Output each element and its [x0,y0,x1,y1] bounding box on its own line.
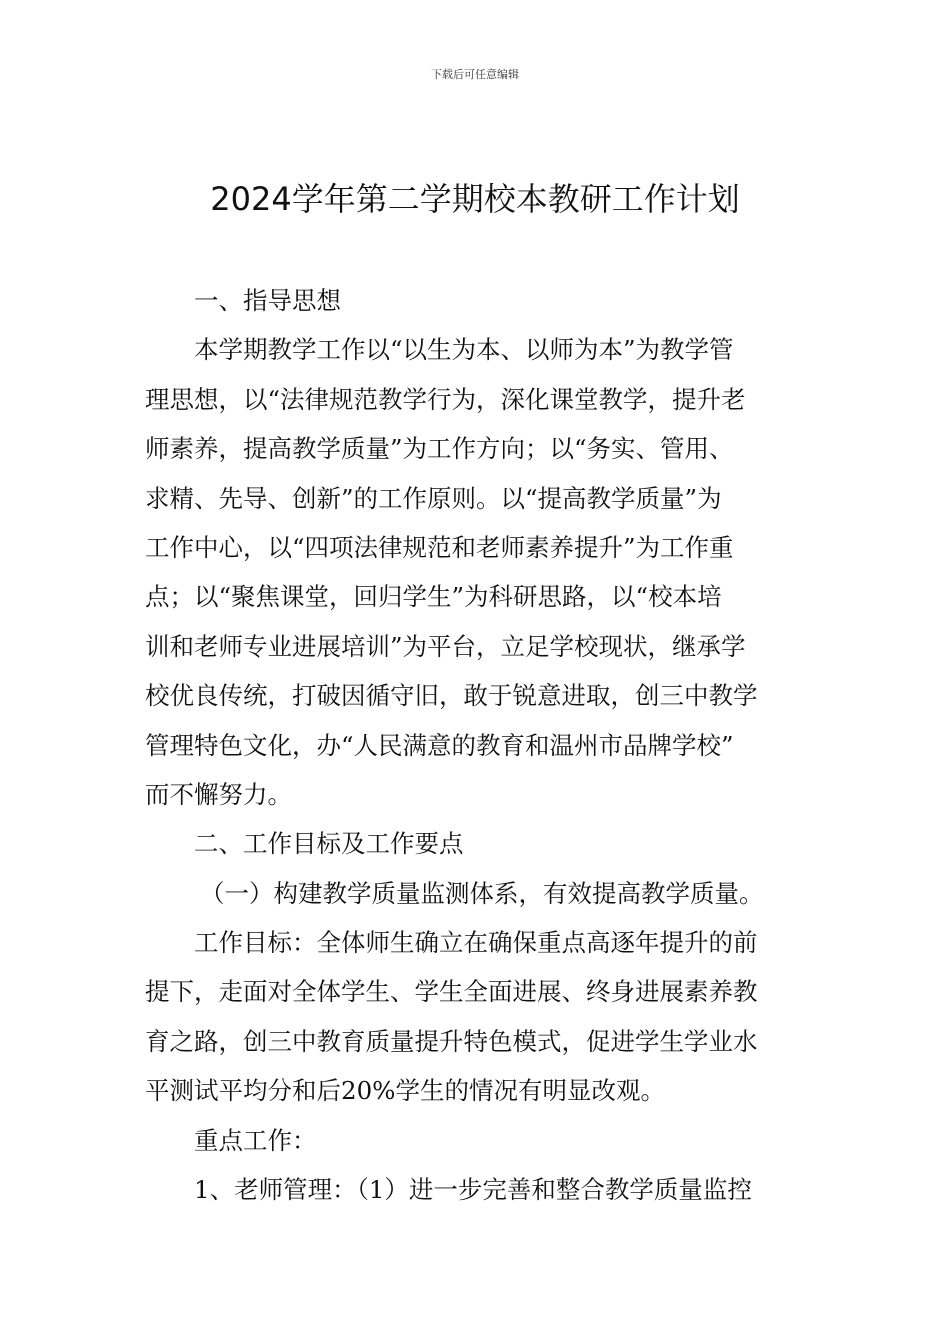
paragraph-line: 管理特色文化，办“人民满意的教育和温州市品牌学校” [145,730,734,760]
paragraph-line: 1、老师管理：（1）进一步完善和整合教学质量监控 [194,1175,752,1205]
paragraph-line: 平测试平均分和后20%学生的情况有明显改观。 [145,1076,665,1106]
paragraph-line: 求精、先导、创新”的工作原则。以“提高教学质量”为 [145,483,722,513]
document-title: 2024学年第二学期校本教研工作计划 [210,180,740,218]
subsection-heading: （一）构建教学质量监测体系，有效提高教学质量。 [200,878,764,908]
paragraph-line: 本学期教学工作以“以生为本、以师为本”为教学管 [194,335,734,365]
header-note: 下载后可任意编辑 [431,68,519,81]
paragraph-line: 工作中心，以“四项法律规范和老师素养提升”为工作重 [145,532,734,562]
paragraph-line: 工作目标：全体师生确立在确保重点高逐年提升的前 [194,928,758,958]
section-heading-guiding-ideology: 一、指导思想 [194,286,341,315]
paragraph-line: 师素养，提高教学质量”为工作方向；以“务实、管用、 [145,434,734,464]
paragraph-line: 校优良传统，打破因循守旧，敢于锐意进取，创三中教学 [145,681,758,711]
paragraph-line: 理思想，以“法律规范教学行为，深化课堂教学，提升老 [145,384,746,414]
key-work-heading: 重点工作： [194,1125,317,1155]
section-heading-goals: 二、工作目标及工作要点 [194,829,464,859]
paragraph-line: 训和老师专业进展培训”为平台，立足学校现状，继承学 [145,631,746,661]
document-body [145,276,815,1214]
paragraph-line: 点；以“聚焦课堂，回归学生”为科研思路，以“校本培 [145,582,722,612]
paragraph-line: 而不懈努力。 [145,779,292,809]
paragraph-line: 育之路，创三中教育质量提升特色模式，促进学生学业水 [145,1026,758,1056]
paragraph-line: 提下，走面对全体学生、学生全面进展、终身进展素养教 [145,977,758,1007]
